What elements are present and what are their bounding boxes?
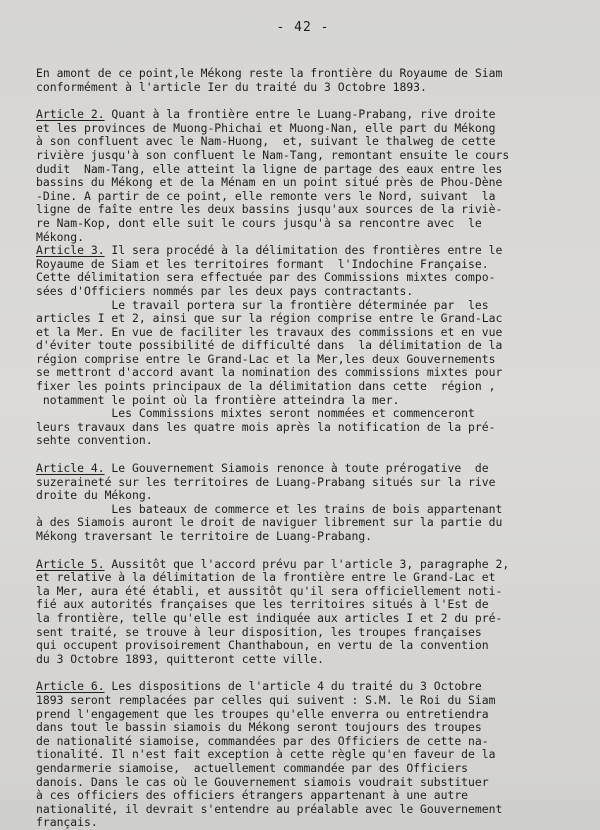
text-line: Mékong traversant le territoire de Luang-Prabang. (36, 529, 373, 543)
text-line: du 3 Octobre 1893, quitteront cette ville. (36, 651, 325, 666)
text-line: sent traité, se trouve à leur disposition, les troupes françaises (36, 624, 482, 639)
text-line: à son confluent avec le Nam-Huong, et, suivant le thalweg de cette (36, 134, 496, 149)
text-line: Les bateaux de commerce et les trains de bois appartenant (36, 501, 503, 516)
text-line: gendarmerie siamoise, actuellement commandée par des Officiers (36, 760, 469, 775)
text-line: En amont de ce point,le Mékong reste la frontière du Royaume de Siam (36, 66, 503, 80)
text-line: français. (36, 815, 98, 830)
text-line: Le Gouvernement Siamois renonce à toute prérogative de (104, 461, 489, 476)
text-line: Cette délimitation sera effectuée par des Commissions mixtes compo- (36, 270, 496, 285)
text-line: conformément à l'article Ier du traité du 3 Octobre 1893. (36, 79, 427, 94)
text-line: sées d'Officiers nommés par les deux pays contractants. (36, 283, 414, 298)
text-line: la Mer, aura été établi, et aussitôt qu'il sera officiellement noti- (36, 583, 503, 598)
paragraph-article-3 (36, 244, 570, 448)
text-line: danois. Dans le cas où le Gouvernement siamois voudrait substituer (36, 774, 489, 789)
text-line: nationalité, il devrait s'entendre au préalable avec le Gouvernement (36, 801, 503, 816)
text-line: articles I et 2, ainsi que sur la région comprise entre le Grand-Lac (36, 311, 503, 326)
paragraph-article-4 (36, 462, 570, 544)
paragraph-article-6 (36, 680, 570, 830)
text-line: Royaume de Siam et les territoires formant l'Indochine Française. (36, 256, 489, 271)
text-line: 1893 seront remplacées par celles qui suivent : S.M. le Roi du Siam (36, 692, 496, 707)
text-line: prend l'engagement que les troupes qu'elle enverra ou entretiendra (36, 706, 489, 721)
text-line: droite du Mékong. (36, 488, 153, 503)
text-line: fié aux autorités françaises que les territoires situés à l'Est de (36, 597, 489, 612)
text-line: notamment le point où la frontière atteindra la mer. (36, 392, 400, 407)
text-line: la frontière, telle qu'elle est indiquée aux articles I et 2 du pré- (36, 610, 503, 625)
text-line: ligne de faîte entre les deux bassins jusqu'aux sources de la riviè- (36, 202, 503, 217)
text-line: et la Mer. En vue de faciliter les travaux des commissions et en vue (36, 324, 503, 339)
text-line: dudit Nam-Tang, elle atteint la ligne de partage des eaux entre les (36, 161, 503, 176)
text-line: Aussitôt que l'accord prévu par l'article 3, paragraphe 2, (104, 556, 510, 571)
text-line: de nationalité siamoise, commandées par des Officiers de cette na- (36, 733, 489, 748)
text-line: région comprise entre le Grand-Lac et la Mer,les deux Gouvernements (36, 351, 496, 366)
text-line: suzeraineté sur les territoires de Luang-Prabang situés sur la rive (36, 474, 496, 489)
text-line: et relative à la délimitation de la frontière entre le Grand-Lac et (36, 570, 496, 585)
text-line: re Nam-Kop, dont elle suit le cours jusqu'à sa rencontre avec le (36, 215, 482, 230)
paragraph-intro (36, 67, 570, 94)
article-heading: Article 2. (36, 107, 105, 122)
article-heading: Article 6. (36, 679, 105, 694)
text-line: se mettront d'accord avant la nomination des commissions mixtes pour (36, 365, 503, 380)
text-line: à ces officiers des officiers étrangers appartenant à une autre (36, 788, 469, 803)
article-heading: Article 3. (36, 243, 105, 258)
text-line: dans tout le bassin siamois du Mékong seront toujours des troupes (36, 720, 482, 735)
text-line: et les provinces de Muong-Phichai et Muong-Nan, elle part du Mékong (36, 120, 496, 135)
text-line: bassins du Mékong et de la Ménam en un point situé près de Phou-Dène (36, 175, 503, 190)
paragraph-article-5 (36, 558, 570, 667)
text-line: d'éviter toute possibilité de difficulté dans la délimitation de la (36, 338, 503, 353)
text-line: rivière jusqu'à son confluent le Nam-Tang, remontant ensuite le cours (36, 147, 510, 162)
text-line: fixer les points principaux de la délimitation dans cette région , (36, 379, 496, 394)
text-line: Le travail portera sur la frontière déterminée par les (36, 297, 489, 312)
text-line: tionalité. Il n'est fait exception à cette règle qu'en faveur de la (36, 747, 496, 762)
text-line: Mékong. (36, 229, 85, 244)
paragraph-article-2 (36, 108, 570, 244)
text-line: -Dine. A partir de ce point, elle remonte vers le Nord, suivant la (36, 188, 496, 203)
text-line: sehte convention. (36, 433, 153, 448)
article-heading: Article 5. (36, 556, 105, 571)
text-line: à des Siamois auront le droit de naviguer librement sur la partie du (36, 515, 503, 530)
text-line: Les Commissions mixtes seront nommées et commenceront (36, 406, 475, 421)
text-line: Il sera procédé à la délimitation des frontières entre le (104, 243, 503, 258)
text-line: Les dispositions de l'article 4 du traité du 3 Octobre (104, 679, 482, 694)
text-line: Quant à la frontière entre le Luang-Prabang, rive droite (104, 107, 496, 122)
text-line: qui occupent provisoirement Chanthaboun, en vertu de la convention (36, 638, 489, 653)
text-line: leurs travaux dans les quatre mois après la notification de la pré- (36, 419, 496, 434)
article-heading: Article 4. (36, 461, 105, 476)
page-number: - 42 - (276, 20, 330, 35)
